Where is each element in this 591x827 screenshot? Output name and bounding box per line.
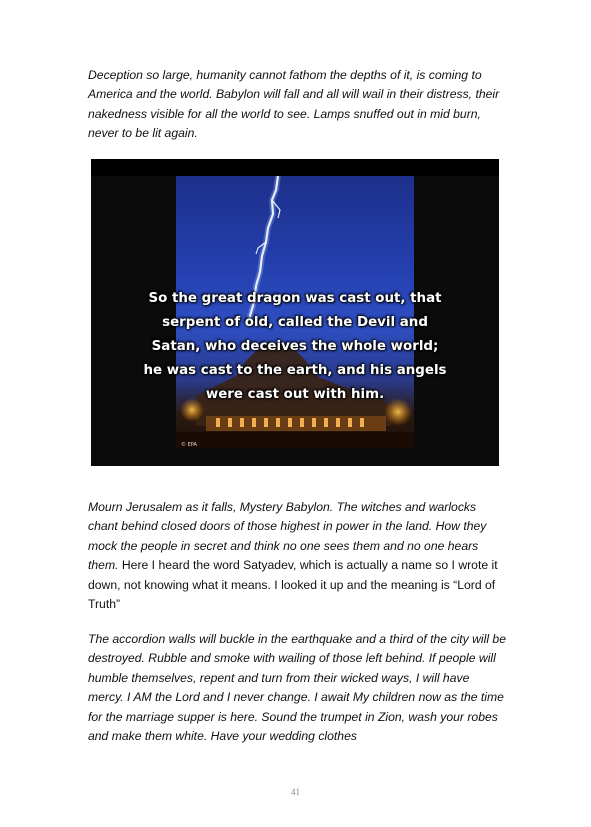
caption-line-2: serpent of old, called the Devil and xyxy=(162,315,428,330)
paragraph-mourn-italic: Mourn Jerusalem as it falls, Mystery Babylon. The witches and warlocks chant behind closed doors of those highest in power in the land. How they mock the people in secret and think no one sees them and no one hears them. xyxy=(88,500,487,573)
image-top-band xyxy=(91,159,499,176)
paragraph-mourn-jerusalem xyxy=(88,498,506,614)
paragraph-accordion-walls xyxy=(88,630,506,746)
caption-line-3: Satan, who deceives the whole world; xyxy=(151,339,439,354)
caption-line-4: he was cast to the earth, and his angels xyxy=(143,363,447,378)
paragraph-mourn-roman: Here I heard the word Satyadev, which is actually a name so I wrote it down, not knowing what it means. I looked it up and the meaning is “Lord of Truth” xyxy=(88,558,498,612)
image-caption xyxy=(91,287,499,407)
lightning-caption-image xyxy=(91,159,499,466)
page-number: 41 xyxy=(291,787,300,797)
caption-line-5: were cast out with him. xyxy=(205,387,385,402)
paragraph-deception xyxy=(88,66,506,144)
photo-credit: © EPA xyxy=(181,442,197,448)
caption-line-1: So the great dragon was cast out, that xyxy=(148,291,442,306)
paragraph-deception-text: Deception so large, humanity cannot fathom the depths of it, is coming to America and the world. Babylon will fall and all will wail in their distress, their nakedness visible for all the world to see. Lamps snuffed out in mid burn, never to be lit again. xyxy=(88,68,500,141)
paragraph-accordion-text: The accordion walls will buckle in the earthquake and a third of the city will be destroyed. Rubble and smoke with wailing of those left behind. If people will humble themselves, repent and turn from their wicked ways, I will have mercy. I AM the Lord and I never change. I await My children now as the time for the marriage supper is here. Sound the trumpet in Zion, wash your robes and make them white. Have your wedding clothes xyxy=(88,632,506,744)
